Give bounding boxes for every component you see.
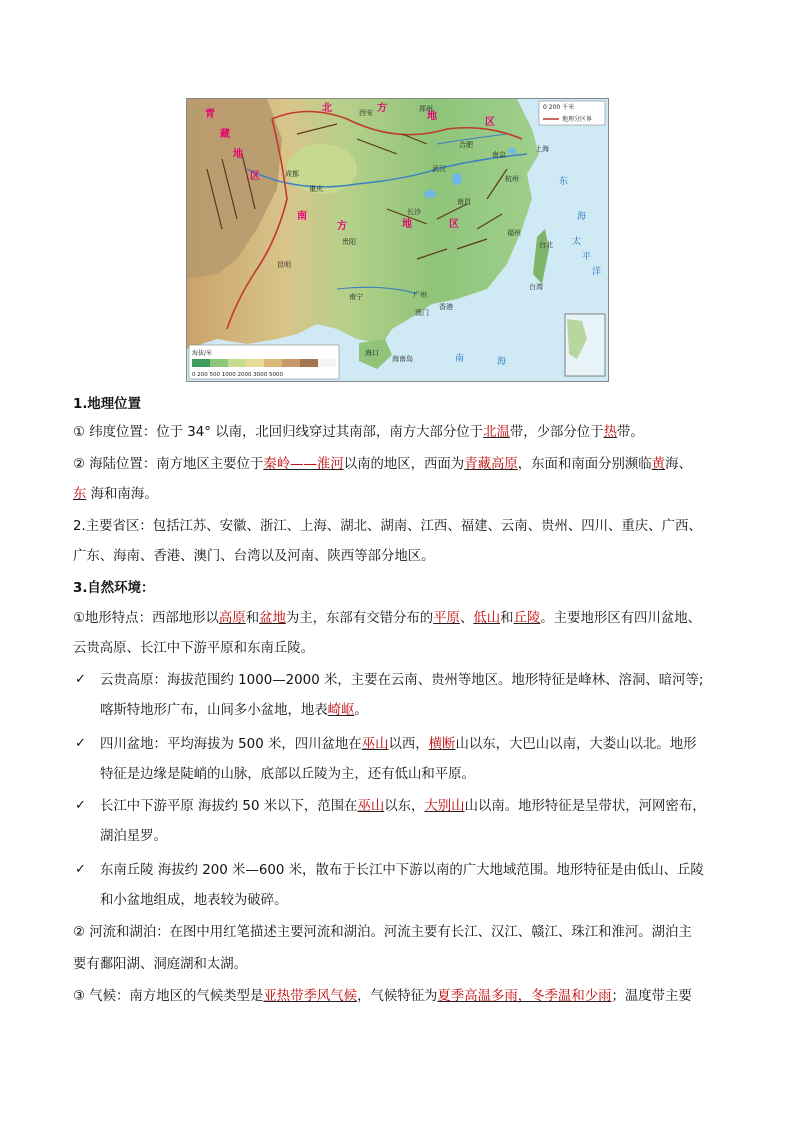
region-label: 北 xyxy=(322,103,332,114)
place-label: 福州 xyxy=(507,229,521,237)
text-span: ② 海陆位置：南方地区主要位于 xyxy=(73,457,264,472)
region-label: 区 xyxy=(449,219,459,230)
answer-blank: 大别山 xyxy=(424,799,465,814)
scale-text: 0 200 千米 xyxy=(543,104,575,111)
place-label: 杭州 xyxy=(505,175,519,183)
text-span: 喀斯特地形广布，山间多小盆地，地表 xyxy=(100,703,328,718)
climate-paragraph xyxy=(73,988,692,1006)
answer-blank: 亚热带季风气候 xyxy=(263,989,358,1004)
place-label: 台湾 xyxy=(529,283,543,291)
sea-label: 海 xyxy=(497,357,507,367)
text-span: 海、 xyxy=(665,457,692,472)
check-icon: ✓ xyxy=(75,736,86,751)
region-label: 方 xyxy=(377,103,387,114)
place-label: 台北 xyxy=(539,241,553,249)
place-label: 南昌 xyxy=(457,198,471,206)
text-span: 长江中下游平原 海拔约 50 米以下，范围在 xyxy=(100,799,358,814)
terrain-paragraph xyxy=(73,610,701,628)
sichuan-line-1 xyxy=(100,736,696,754)
elevation-title: 海拔/米 xyxy=(192,350,213,357)
text-span: 带，少部分位于 xyxy=(509,425,604,440)
southeast-hills-line-2: 和小盆地组成，地表较为破碎。 xyxy=(100,893,288,908)
text-span: 。 xyxy=(354,703,368,718)
place-label: 广州 xyxy=(413,291,427,299)
southeast-hills-line-1: 东南丘陵 海拔约 200 米—600 米，散布于长江中下游以南的广大地域范围。地形特征是由低山、丘陵 xyxy=(100,863,704,878)
text-span: 山以南。地形特征是呈带状，河网密布， xyxy=(464,799,706,814)
provinces-line-1: 2.主要省区：包括江苏、安徽、浙江、上海、湖北、湖南、江西、福建、云南、贵州、四川、重庆、广西、 xyxy=(73,519,702,534)
region-label: 南 xyxy=(297,211,307,222)
place-label: 合肥 xyxy=(459,141,473,149)
place-label: 武汉 xyxy=(432,165,446,173)
yungui-line-1: 云贵高原：海拔范围约 1000—2000 米，主要在云南、贵州等地区。地形特征是峰林、溶洞、暗河等; xyxy=(100,673,704,688)
answer-blank: 低山 xyxy=(473,611,501,626)
region-label: 区 xyxy=(485,117,495,128)
text-span: 和 xyxy=(500,611,514,626)
sea-land-paragraph-cont xyxy=(73,486,158,504)
region-label: 地 xyxy=(427,111,437,122)
answer-blank: 黄 xyxy=(651,457,666,472)
place-label: 成都 xyxy=(285,170,299,178)
region-label: 青 xyxy=(205,109,215,120)
terrain-paragraph-cont: 云贵高原、长江中下游平原和东南丘陵。 xyxy=(73,641,315,656)
answer-blank: 巫山 xyxy=(357,799,385,814)
region-label: 区 xyxy=(250,171,260,182)
region-label: 方 xyxy=(337,221,347,232)
text-span: ，气候特征为 xyxy=(357,989,438,1004)
region-label: 藏 xyxy=(220,129,230,140)
yangtze-line-1 xyxy=(100,798,706,816)
text-span: ① 纬度位置：位于 34° 以南，北回归线穿过其南部，南方大部分位于 xyxy=(73,425,484,440)
answer-blank: 崎岖 xyxy=(327,703,355,718)
text-span: ，东面和南面分别濒临 xyxy=(517,457,652,472)
sea-label: 平 xyxy=(582,252,592,262)
answer-blank: 夏季高温多雨，冬季温和少雨 xyxy=(437,989,612,1004)
answer-blank: 热 xyxy=(603,425,617,440)
sea-label: 太 xyxy=(572,237,582,247)
place-label: 香港 xyxy=(439,303,453,311)
sea-label: 洋 xyxy=(592,267,602,277)
check-icon: ✓ xyxy=(75,798,86,813)
text-span: 、 xyxy=(459,611,474,626)
answer-blank: 东 xyxy=(73,487,87,502)
latitude-paragraph xyxy=(73,424,644,442)
place-label: 郑州 xyxy=(419,105,433,113)
region-label: 地 xyxy=(233,149,243,160)
place-label: 海南岛 xyxy=(392,355,413,363)
place-label: 南宁 xyxy=(349,293,363,301)
text-span: 山以东，大巴山以南，大娄山以北。地形 xyxy=(455,737,697,752)
check-icon: ✓ xyxy=(75,672,86,687)
rivers-line-1: ② 河流和湖泊：在图中用红笔描述主要河流和湖泊。河流主要有长江、汉江、赣江、珠江和淮河。湖泊主 xyxy=(73,925,692,940)
answer-blank: 秦岭——淮河 xyxy=(263,457,344,472)
yungui-line-2 xyxy=(100,702,368,720)
place-label: 上海 xyxy=(535,145,549,153)
text-span: ③ 气候：南方地区的气候类型是 xyxy=(73,989,264,1004)
answer-blank: 青藏高原 xyxy=(464,457,518,472)
elevation-ticks: 0 200 500 1000 2000 3000 5000 xyxy=(192,372,283,378)
text-span: 带。 xyxy=(616,425,644,440)
yangtze-line-2: 湖泊星罗。 xyxy=(100,829,167,844)
place-label: 海口 xyxy=(365,349,379,357)
place-label: 长沙 xyxy=(407,208,421,216)
place-label: 澳门 xyxy=(415,309,429,317)
southern-china-map xyxy=(186,98,609,382)
rivers-line-2: 要有鄱阳湖、洞庭湖和太湖。 xyxy=(73,957,248,972)
sea-label: 海 xyxy=(577,212,587,222)
section-heading-location: 1.地理位置 xyxy=(73,397,141,412)
answer-blank: 巫山 xyxy=(361,737,389,752)
text-span: ；温度带主要 xyxy=(611,989,692,1004)
provinces-line-2: 广东、海南、香港、澳门、台湾以及河南、陕西等部分地区。 xyxy=(73,549,435,564)
check-icon: ✓ xyxy=(75,862,86,877)
text-span: 四川盆地：平均海拔为 500 米，四川盆地在 xyxy=(100,737,362,752)
text-span: 以东， xyxy=(384,799,425,814)
text-span: 海和南海。 xyxy=(86,487,158,502)
text-span: 以南的地区，西面为 xyxy=(343,457,465,472)
answer-blank: 丘陵 xyxy=(513,611,541,626)
place-label: 南京 xyxy=(492,151,506,159)
answer-blank: 盆地 xyxy=(259,611,286,626)
section-heading-environment: 3.自然环境： xyxy=(73,581,155,596)
sea-label: 东 xyxy=(559,177,569,187)
sichuan-line-2: 特征是边缘是陡峭的山脉，底部以丘陵为主，还有低山和平原。 xyxy=(100,767,475,782)
place-label: 昆明 xyxy=(277,261,291,269)
region-label: 地 xyxy=(402,219,412,230)
text-span: 为主，东部有交错分布的 xyxy=(285,611,434,626)
place-label: 贵阳 xyxy=(342,238,356,246)
answer-blank: 高原 xyxy=(218,611,246,626)
text-span: 以西， xyxy=(388,737,429,752)
place-label: 西安 xyxy=(359,109,373,117)
sea-label: 南 xyxy=(455,354,465,364)
text-span: ①地形特点：西部地形以 xyxy=(73,611,219,626)
answer-blank: 横断 xyxy=(428,737,456,752)
place-label: 重庆 xyxy=(309,185,323,193)
boundary-legend: 地理分区界 xyxy=(562,116,593,123)
sea-land-paragraph xyxy=(73,456,692,474)
text-span: 和 xyxy=(245,611,260,626)
text-span: 。主要地形区有四川盆地、 xyxy=(540,611,701,626)
answer-blank: 平原 xyxy=(433,611,460,626)
answer-blank: 北温 xyxy=(483,425,510,440)
